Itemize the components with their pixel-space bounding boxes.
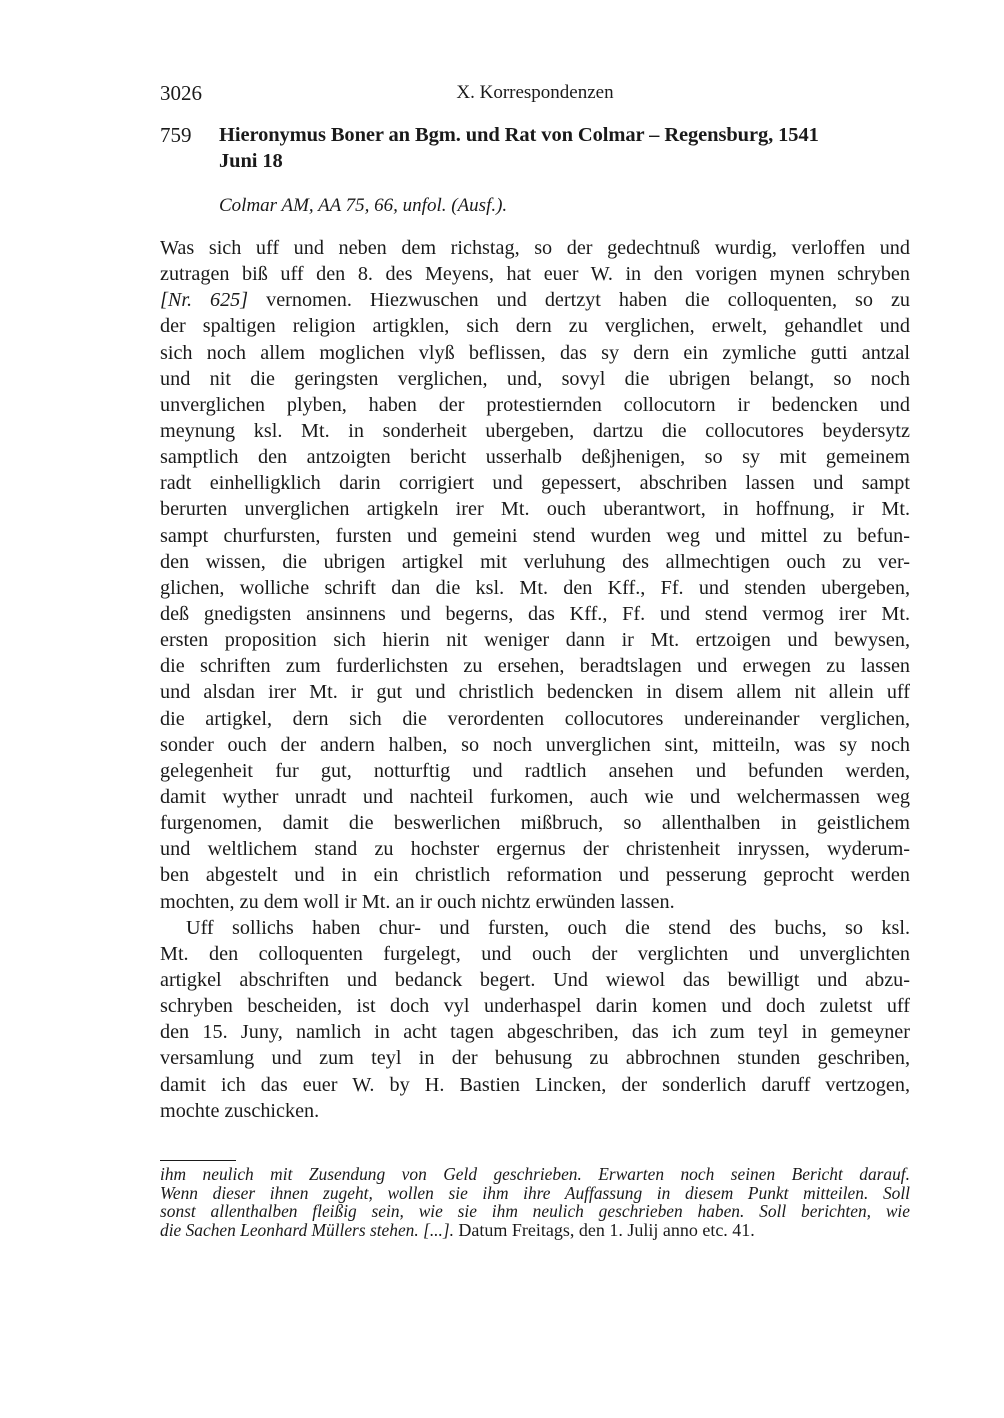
text-line: den wissen, die ubrigen artigkel mit verluhung des allmechtigen ouch zu ver- xyxy=(160,550,910,573)
text-line: furgenomen, damit die beswerlichen mißbruch, so allenthalben in geistlichem xyxy=(160,812,910,835)
footnote-line: ihm neulich mit Zusendung von Geld geschrieben. Erwarten noch seinen Bericht darauf. xyxy=(160,1164,910,1184)
text-line: unverglichen plyben, haben der protestiernden collocutorn ir bedencken und xyxy=(160,393,910,416)
text-line: zutragen biß uff den 8. des Meyens, hat euer W. in den vorigen mynen schryben xyxy=(160,263,910,286)
section-title: X. Korrespondenzen xyxy=(456,82,614,103)
text-line: die artigkel, dern sich die verordenten collocutores undereinander verglichen, xyxy=(160,707,910,730)
footnote-block xyxy=(160,1165,910,1239)
footnote-line: sonst allenthalben fleißig sein, wie sie ihm neulich geschrieben haben. Soll berichten, wie xyxy=(160,1201,910,1221)
footnote-line-italic: die Sachen Leonhard Müllers stehen. [...]. xyxy=(160,1219,454,1240)
document-title-line-2: Juni 18 xyxy=(219,150,283,172)
text-line: mochte zuschicken. xyxy=(160,1099,320,1122)
body-text xyxy=(160,235,910,1124)
page-number: 3026 xyxy=(160,81,202,105)
document-number: 759 xyxy=(160,123,192,147)
text-line: den 15. Juny, namlich in acht tagen abgeschriben, das ich zum teyl in gemeyner xyxy=(160,1021,910,1044)
paragraph-2 xyxy=(160,915,910,1124)
text-line: Uff sollichs haben chur- und fursten, ouch die stend des buchs, so ksl. xyxy=(186,916,910,939)
text-line: berurten unverglichen artigkeln irer Mt. ouch uberantwort, in hoffnung, ir Mt. xyxy=(160,498,910,521)
document-title xyxy=(219,122,910,174)
text-line: ersten proposition sich hierin nit weniger dann ir Mt. ertzoigen und bewysen, xyxy=(160,629,910,652)
text-line: artigkel abschriften und bedanck begert. Und wiewol das bewilligt und abzu- xyxy=(160,968,910,991)
document-heading xyxy=(160,122,910,174)
text-line-rest: vernomen. Hiezwuschen und dertzyt haben die colloquenten, so zu xyxy=(266,289,910,312)
text-line: sich noch allem moglichen vlyß beflissen, das sy dern ein zymliche gutti antzal xyxy=(160,341,910,364)
text-line: ben abgestelt und in ein christlich reformation und pesserung geprocht werden xyxy=(160,864,910,887)
text-line: und alsdan irer Mt. ir gut und christlich bedencken in disem allem nit allein uff xyxy=(160,681,910,704)
text-line: mochten, zu dem woll ir Mt. an ir ouch nichtz erwünden lassen. xyxy=(160,890,675,913)
text-line xyxy=(160,287,910,313)
text-line: damit wyther unradt und nachteil furkomen, auch wie und welchermassen weg xyxy=(160,785,910,808)
footnote-divider xyxy=(160,1160,236,1161)
running-head xyxy=(160,80,910,106)
document-title-line-1: Hieronymus Boner an Bgm. und Rat von Colmar – Regensburg, 1541 xyxy=(219,124,819,146)
cross-reference: [Nr. 625] xyxy=(160,289,249,312)
text-line: sampt churfursten, fursten und gemeini stend wurden weg und mittel zu befun- xyxy=(160,524,910,547)
text-line: und weltlichem stand zu hochster ergernus der christenheit inryssen, wyderum- xyxy=(160,838,910,861)
source-citation: Colmar AM, AA 75, 66, unfol. (Ausf.). xyxy=(219,195,508,216)
paragraph-1 xyxy=(160,235,910,915)
text-line: versamlung und zum teyl in der behusung zu abbrochnen stunden geschriben, xyxy=(160,1047,910,1070)
footnote-line: Wenn dieser ihnen zugeht, wollen sie ihm ihre Auffassung in diesem Punkt mitteilen. Soll xyxy=(160,1182,910,1203)
footnote-dating: Datum Freitags, den 1. Julij anno etc. 41. xyxy=(458,1219,755,1240)
text-line: und nit die geringsten verglichen, und, sovyl die ubrigen belangt, so noch xyxy=(160,367,910,390)
text-line: Mt. den colloquenten furgelegt, und ouch der verglichten und unverglichten xyxy=(160,942,910,965)
text-line: radt einhelligklich darin corrigiert und gepessert, abschriben lassen und sampt xyxy=(160,472,910,495)
text-line: deß gnedigsten ansinnens und begerns, das Kff., Ff. und stend vermog irer Mt. xyxy=(160,602,910,625)
text-line: der spaltigen religion artigklen, sich dern zu verglichen, erwelt, gehandlet und xyxy=(160,315,910,338)
footnote-line xyxy=(160,1221,910,1240)
text-line: die schriften zum furderlichsten zu ersehen, beradtslagen und erwegen zu lassen xyxy=(160,655,910,678)
text-line: meynung ksl. Mt. in sonderheit ubergeben, dartzu die collocutores beydersytz xyxy=(160,419,910,442)
text-line: damit ich das euer W. by H. Bastien Lincken, der sonderlich daruff vertzogen, xyxy=(160,1073,910,1096)
text-line: gelegenheit fur gut, notturftig und radtlich ansehen und befunden werden, xyxy=(160,759,910,782)
text-line: Was sich uff und neben dem richstag, so der gedechtnuß wurdig, verloffen und xyxy=(160,237,910,259)
text-line: glichen, wolliche schrift dan die ksl. Mt. den Kff., Ff. und stenden ubergeben, xyxy=(160,576,910,599)
text-line: sonder ouch der andern halben, so noch unverglichen sint, mitteiln, was sy noch xyxy=(160,733,910,756)
text-line: samptlich den antzoigten bericht usserhalb deßjhenigen, so sy mit gemeinem xyxy=(160,446,910,469)
text-line: schryben bescheiden, ist doch vyl underhaspel darin komen und doch zuletst uff xyxy=(160,995,910,1018)
